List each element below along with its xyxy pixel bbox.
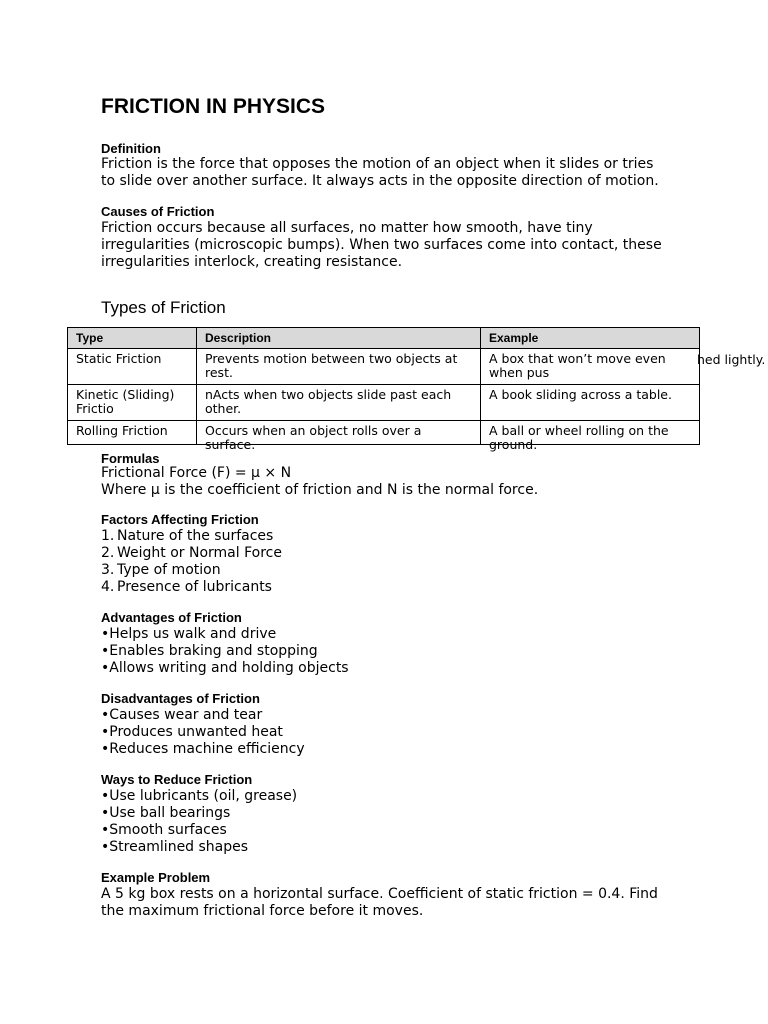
table-cell-description [197,349,481,385]
cell-line: other. [205,401,242,416]
types-heading: Types of Friction [101,298,226,317]
definition-line-1: Friction is the force that opposes the motion of an object when it slides or tries [101,156,654,172]
list-item: •Use ball bearings [101,805,231,821]
advantages-heading: Advantages of Friction [101,610,242,625]
formula-line-1: Frictional Force (F) = μ × N [101,465,292,481]
table-row [68,421,700,445]
page-title: FRICTION IN PHYSICS [101,95,326,118]
cell-line: nActs when two objects slide past each [205,387,452,402]
list-item-text: Type of motion [117,562,221,578]
cell-line: A book sliding across a table. [489,387,672,402]
list-item: •Helps us walk and drive [101,626,277,642]
definition-line-2: to slide over another surface. It always acts in the opposite direction of motion. [101,173,659,189]
cell-line: when pus [489,365,550,380]
list-item-text: Presence of lubricants [117,579,272,595]
disadvantages-heading: Disadvantages of Friction [101,691,260,706]
cell-line: Rolling Friction [76,423,168,438]
cell-line: ground. [489,437,538,452]
causes-heading: Causes of Friction [101,204,215,219]
cell-line: Prevents motion between two objects at [205,351,458,366]
table-cell-type [68,349,197,385]
definition-heading: Definition [101,141,161,156]
causes-line-1: Friction occurs because all surfaces, no matter how smooth, have tiny [101,220,593,236]
table-cell-type [68,385,197,421]
formulas-heading: Formulas [101,451,160,466]
cell-line: Frictio [76,401,114,416]
cell-line: Static Friction [76,351,162,366]
list-item [101,562,282,579]
table-overflow-text: hed lightly. [697,352,766,367]
cell-line: A ball or wheel rolling on the [489,423,669,438]
example-problem-line-2: the maximum frictional force before it moves. [101,903,424,919]
table-cell-description [197,421,481,452]
list-item-text: Weight or Normal Force [117,545,282,561]
causes-line-2: irregularities (microscopic bumps). When two surfaces come into contact, these [101,237,662,253]
list-item: •Produces unwanted heat [101,724,283,740]
list-item: •Smooth surfaces [101,822,227,838]
table-row [68,385,700,421]
example-problem-heading: Example Problem [101,870,211,885]
list-item [101,545,282,562]
list-number: 3. [101,562,115,578]
list-item [101,579,282,596]
table-header-row [68,328,700,349]
advantages-list [101,626,349,677]
list-item: •Allows writing and holding objects [101,660,349,676]
factors-heading: Factors Affecting Friction [101,512,259,527]
disadvantages-list [101,707,305,758]
list-item: •Use lubricants (oil, grease) [101,788,298,804]
example-problem-line-1: A 5 kg box rests on a horizontal surface. Coefficient of static friction = 0.4. Find [101,886,658,902]
column-header-example: Example [481,328,700,349]
table-row [68,349,700,385]
factors-list [101,528,282,596]
formula-line-2: Where μ is the coefficient of friction and N is the normal force. [101,482,539,498]
reduce-heading: Ways to Reduce Friction [101,772,253,787]
list-number: 2. [101,545,115,561]
cell-line: A box that won’t move even [489,351,666,366]
list-item [101,528,282,545]
list-item: •Reduces machine efficiency [101,741,305,757]
list-number: 4. [101,579,115,595]
list-item-text: Nature of the surfaces [117,528,274,544]
reduce-list [101,788,297,856]
cell-line: surface. [205,437,256,452]
list-item: •Causes wear and tear [101,707,263,723]
table-cell-example [481,385,700,421]
table-cell-type [68,421,197,445]
cell-line: Occurs when an object rolls over a [205,423,422,438]
column-header-description: Description [197,328,481,349]
friction-types-table [67,327,700,452]
cell-line: Kinetic (Sliding) [76,387,175,402]
cell-line: rest. [205,365,233,380]
table-cell-description [197,385,481,421]
column-header-type: Type [68,328,197,349]
table-cell-example [481,421,700,452]
table-cell-example [481,349,700,385]
list-item: •Streamlined shapes [101,839,249,855]
list-number: 1. [101,528,115,544]
causes-line-3: irregularities interlock, creating resistance. [101,254,403,270]
list-item: •Enables braking and stopping [101,643,318,659]
